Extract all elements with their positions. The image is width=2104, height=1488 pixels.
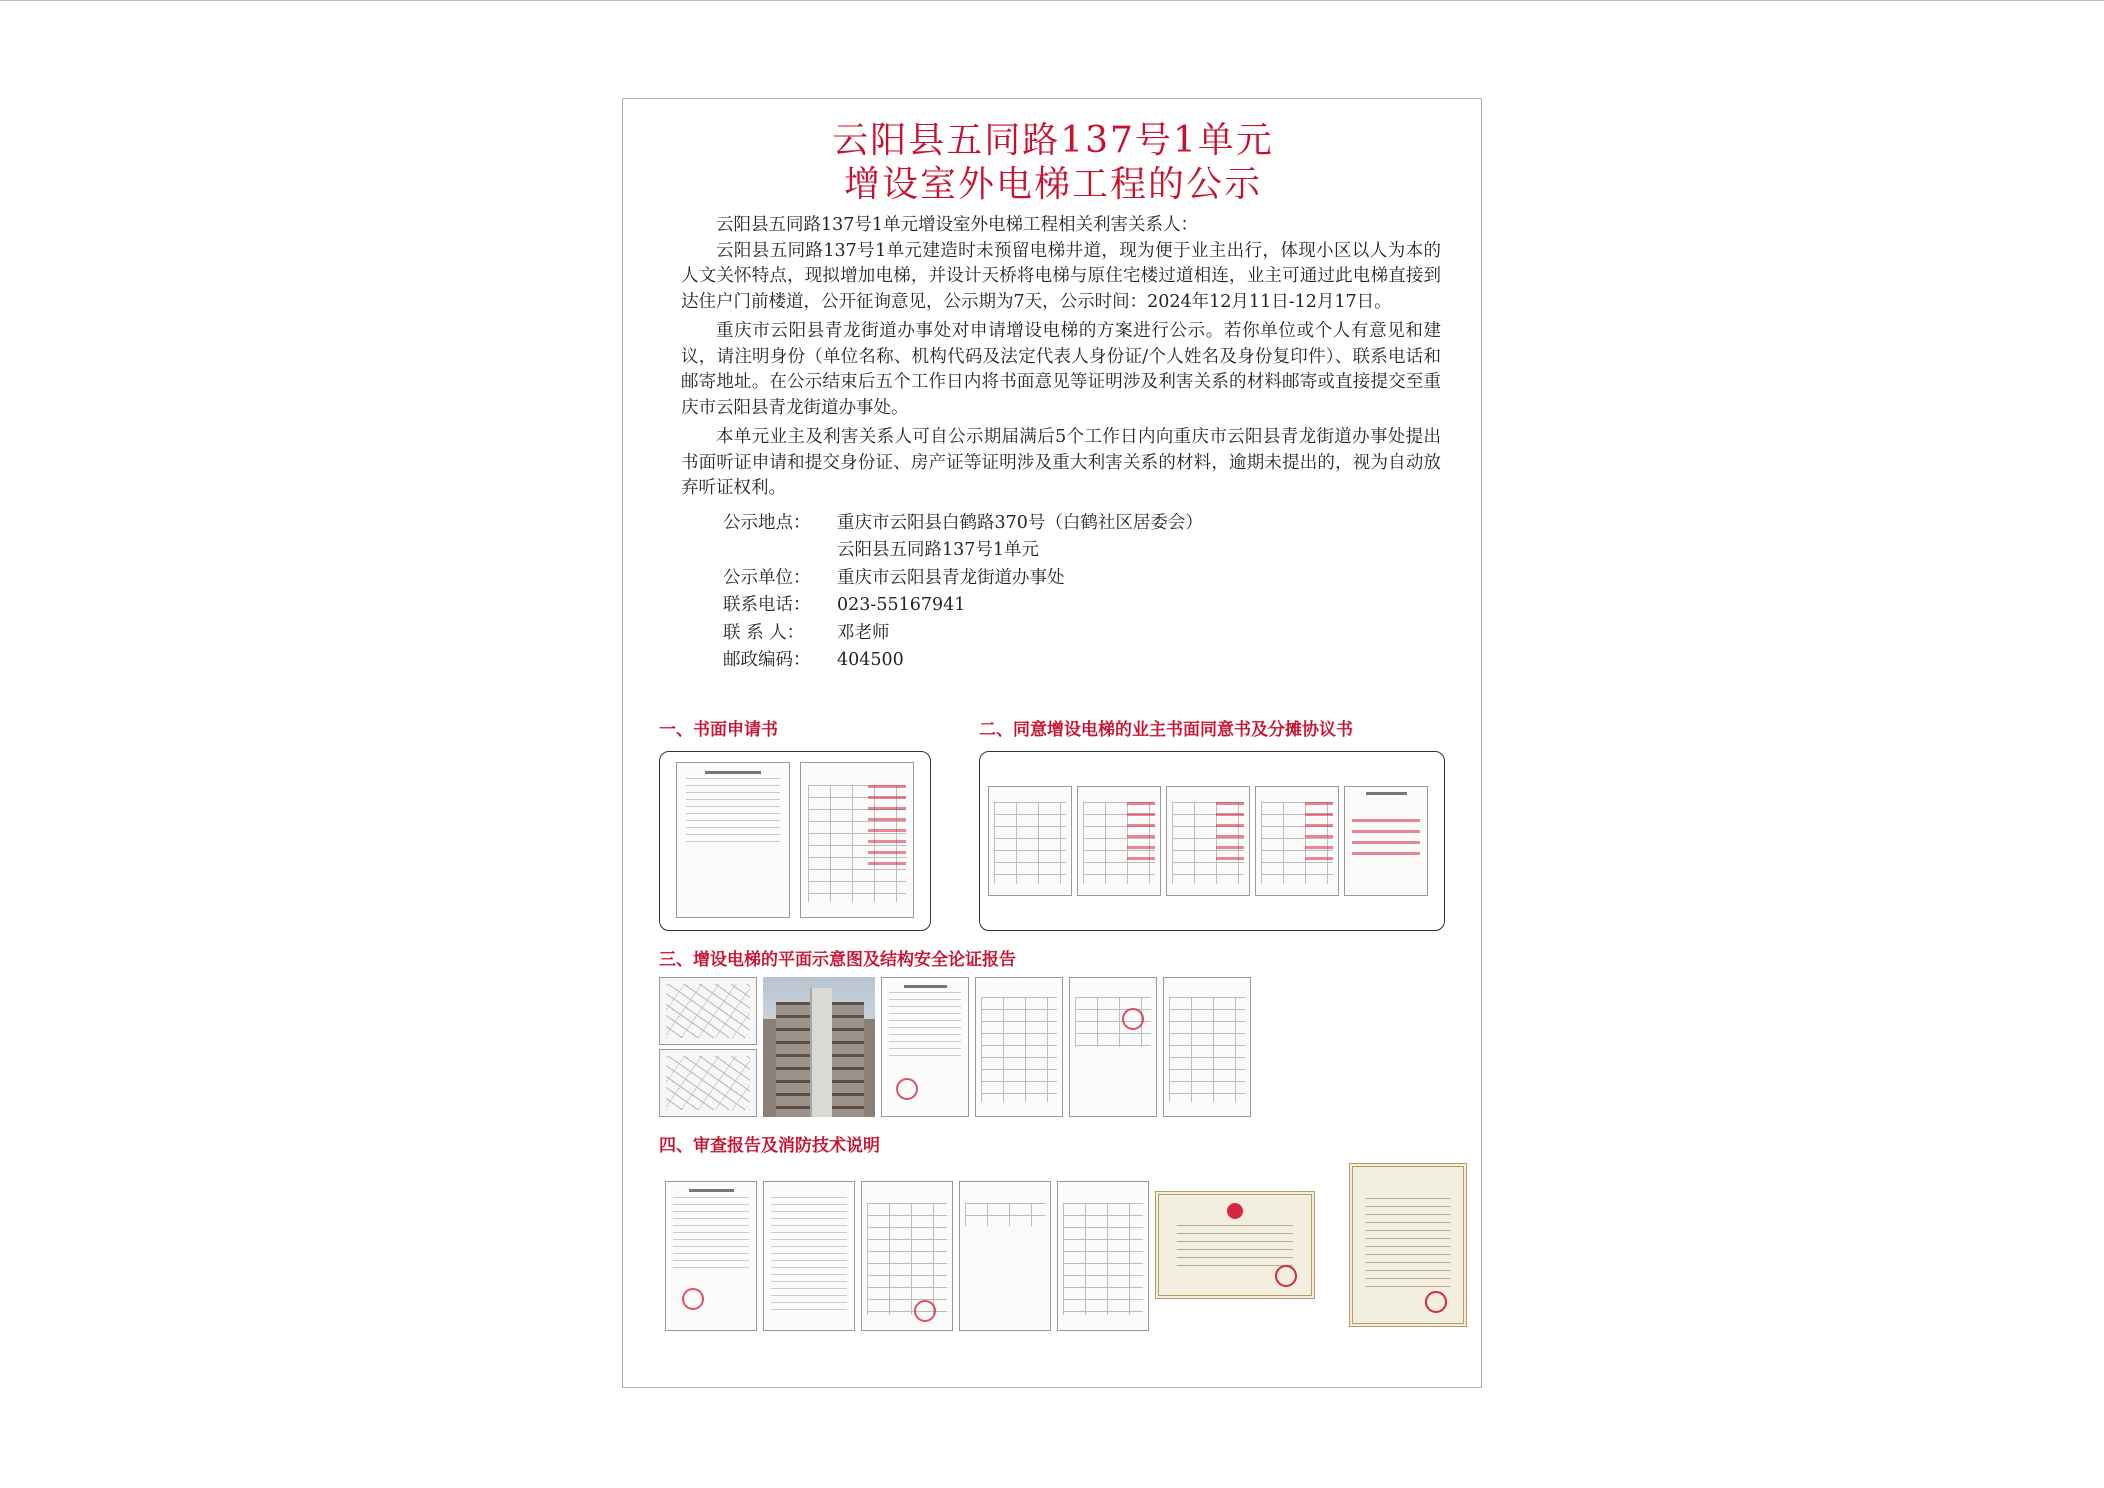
- info-row-phone: [681, 592, 1441, 620]
- notice-title-line2: 增设室外电梯工程的公示: [843, 164, 1262, 205]
- doc-table-grid: [867, 1203, 946, 1315]
- doc-table-grid: [994, 802, 1066, 884]
- contact-value: 邓老师: [837, 622, 890, 643]
- salutation: 云阳县五同路137号1单元增设室外电梯工程相关利害关系人：: [716, 215, 1199, 235]
- red-seal-icon: [1275, 1265, 1297, 1287]
- doc-heading-bar: [705, 771, 761, 774]
- plan-hatch: [666, 984, 750, 1038]
- doc-text-lines: [771, 1197, 847, 1312]
- info-row-unit: [681, 565, 1441, 593]
- red-seal-icon: [682, 1288, 704, 1310]
- location-value-1: 重庆市云阳县白鹤路370号（白鹤社区居委会）: [837, 512, 1203, 533]
- notice-body: [681, 213, 1441, 675]
- consent-thumbnail-2: [1077, 786, 1161, 896]
- location-label-spacer: [681, 537, 837, 565]
- doc-heading-bar: [1366, 792, 1407, 795]
- consent-thumbnail-1: [988, 786, 1072, 896]
- red-seal-icon: [914, 1300, 936, 1322]
- report-thumbnail-4: [1163, 977, 1251, 1117]
- info-row-location-2: [681, 537, 1441, 565]
- national-emblem-icon: [1227, 1203, 1243, 1219]
- review-thumbnail-1: [665, 1181, 757, 1331]
- contact-info: [681, 510, 1441, 675]
- info-row-contact: [681, 620, 1441, 648]
- consent-thumbnail-5: [1344, 786, 1428, 896]
- doc-red-stamps: [868, 785, 906, 871]
- qualification-certificate-thumbnail: [1349, 1163, 1467, 1327]
- building-photo: [763, 977, 875, 1117]
- doc-table-grid: [981, 997, 1057, 1102]
- review-thumbnail-5: [1057, 1181, 1149, 1331]
- paragraph-3: 本单元业主及利害关系人可自公示期届满后5个工作日内向重庆市云阳县青龙街道办事处提出书面听证申请和提交身份证、房产证等证明涉及重大利害关系的材料，逾期未提出的，视为自动放弃听证权利。: [681, 427, 1441, 498]
- notice-title-line1: 云阳县五同路137号1单元: [832, 120, 1274, 161]
- section-4-heading: 四、审查报告及消防技术说明: [659, 1136, 880, 1156]
- info-row-location: [681, 510, 1441, 538]
- doc-red-stamps: [1127, 802, 1155, 863]
- report-thumbnail-1: [881, 977, 969, 1117]
- postcode-value: 404500: [837, 650, 904, 670]
- consent-thumbnail-3: [1166, 786, 1250, 896]
- elevator-shaft: [810, 988, 832, 1117]
- site-plan-thumbnail-2: [659, 1049, 757, 1117]
- postcode-label: 邮政编码：: [723, 650, 811, 670]
- section-1-frame: [659, 751, 931, 931]
- unit-value: 重庆市云阳县青龙街道办事处: [837, 567, 1065, 588]
- review-thumbnail-3: [861, 1181, 953, 1331]
- location-value-2: 云阳县五同路137号1单元: [837, 540, 1040, 560]
- business-license-thumbnail: [1155, 1191, 1315, 1299]
- review-thumbnail-2: [763, 1181, 855, 1331]
- report-thumbnail-2: [975, 977, 1063, 1117]
- info-row-postcode: [681, 647, 1441, 675]
- location-label: 公示地点：: [723, 512, 811, 533]
- contact-label: 联 系 人：: [723, 622, 805, 643]
- plan-hatch: [666, 1056, 750, 1110]
- doc-heading-bar: [689, 1189, 734, 1192]
- phone-value: 023-55167941: [837, 595, 966, 615]
- site-plan-thumbnail-1: [659, 977, 757, 1045]
- paragraph-2: 重庆市云阳县青龙街道办事处对申请增设电梯的方案进行公示。若你单位或个人有意见和建议，请注明身份（单位名称、机构代码及法定代表人身份证/个人姓名及身份复印件）、联系电话和邮寄地址。在公示结束后五个工作日内将书面意见等证明涉及利害关系的材料邮寄或直接提交至重庆市云阳县青龙街道办事处。: [681, 321, 1441, 418]
- section-1-heading: 一、书面申请书: [659, 720, 778, 740]
- consent-thumbnail-4: [1255, 786, 1339, 896]
- doc-red-stamps: [1305, 802, 1333, 863]
- doc-table-grid: [1169, 997, 1245, 1102]
- application-letter-thumbnail: [676, 762, 790, 918]
- license-text-lines: [1177, 1225, 1293, 1273]
- doc-table-grid: [1063, 1203, 1142, 1315]
- doc-text-lines: [889, 992, 961, 1061]
- phone-label: 联系电话：: [723, 595, 811, 615]
- red-seal-icon: [1425, 1291, 1447, 1313]
- paragraph-1: 云阳县五同路137号1单元建造时未预留电梯井道，现为便于业主出行，体现小区以人为本的人文关怀特点，现拟增加电梯，并设计天桥将电梯与原住宅楼过道相连，业主可通过此电梯直接到达住户门前楼道，公开征询意见，公示期为7天，公示时间：2024年12月11日-12月17日。: [681, 240, 1441, 312]
- doc-red-stamps: [1216, 802, 1244, 863]
- section-2-heading: 二、同意增设电梯的业主书面同意书及分摊协议书: [979, 720, 1353, 740]
- red-seal-icon: [896, 1078, 918, 1100]
- section-2-frame: [979, 751, 1445, 931]
- doc-heading-bar: [904, 985, 947, 988]
- red-seal-icon: [1122, 1008, 1144, 1030]
- review-thumbnail-4: [959, 1181, 1051, 1331]
- unit-label: 公示单位：: [723, 567, 811, 588]
- doc-text-lines: [673, 1197, 749, 1271]
- doc-text-lines: [686, 778, 780, 847]
- application-table-thumbnail: [800, 762, 914, 918]
- doc-table-grid: [965, 1203, 1044, 1227]
- report-thumbnail-3: [1069, 977, 1157, 1117]
- doc-red-stamps: [1352, 819, 1421, 862]
- section-3-heading: 三、增设电梯的平面示意图及结构安全论证报告: [659, 950, 1016, 970]
- top-border-line: [0, 0, 2104, 1]
- notice-sheet: [622, 98, 1482, 1388]
- certificate-text-lines: [1366, 1198, 1450, 1289]
